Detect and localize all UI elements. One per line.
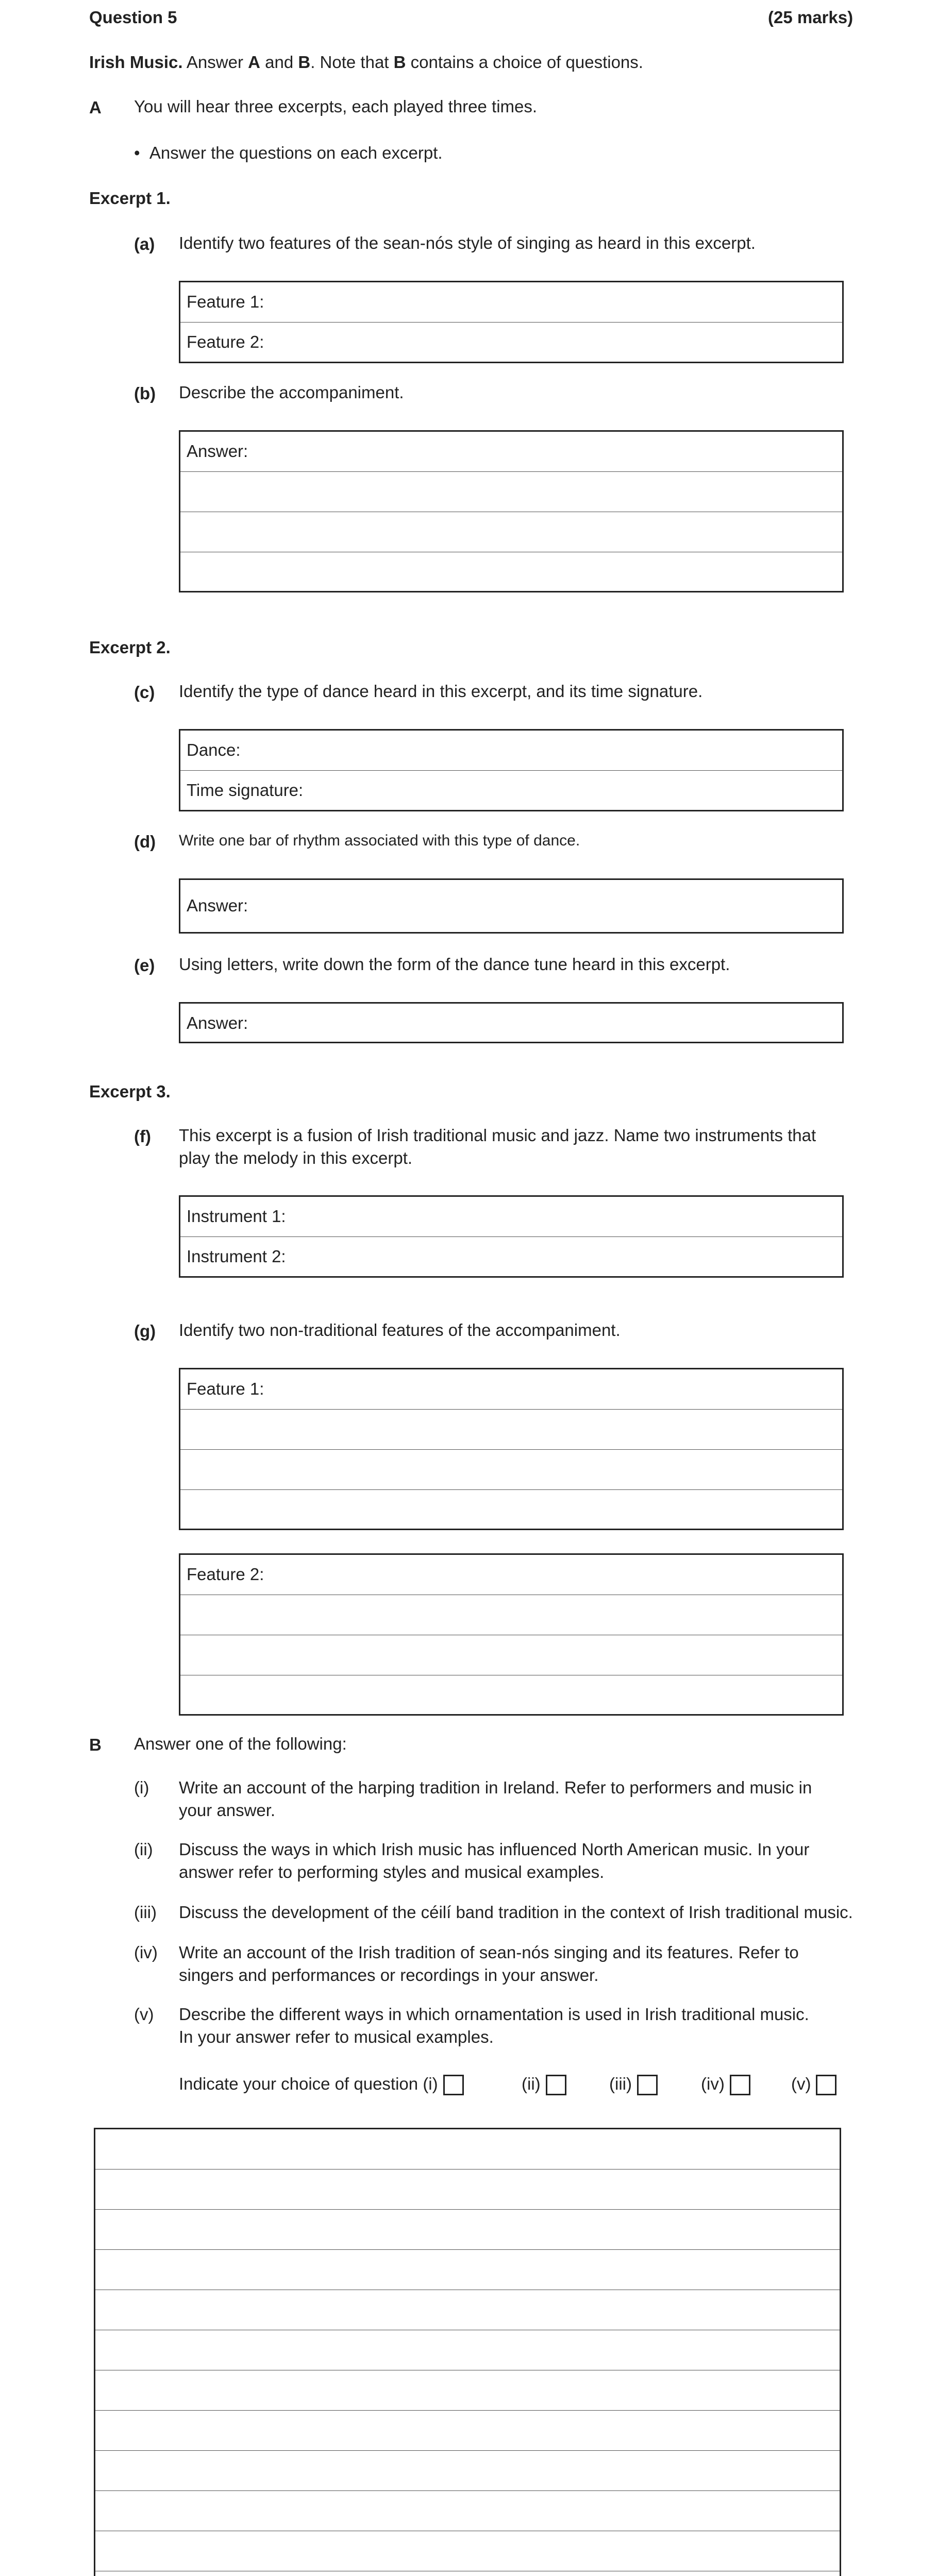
- answer-row[interactable]: Feature 2:: [187, 332, 264, 351]
- answer-line[interactable]: [95, 2290, 840, 2330]
- choice-option-iii: (iii): [609, 2073, 658, 2095]
- option-text-line2: singers and performances or recordings in your answer.: [179, 1965, 599, 1985]
- option-number: (iii): [134, 1903, 157, 1922]
- excerpt-2-title: Excerpt 2.: [89, 638, 171, 657]
- option-text-line2: your answer.: [179, 1801, 276, 1820]
- choice-option-ii: (ii): [522, 2073, 566, 2095]
- q-b-answer-box[interactable]: [179, 430, 844, 592]
- answer-row[interactable]: [180, 1450, 842, 1490]
- answer-row[interactable]: [180, 552, 842, 592]
- answer-line[interactable]: [95, 2129, 840, 2170]
- q-c-label: (c): [134, 683, 155, 702]
- answer-line[interactable]: [95, 2370, 840, 2411]
- q-d-text: Write one bar of rhythm associated with this type of dance.: [179, 832, 580, 849]
- option-text-line2: In your answer refer to musical examples.: [179, 2027, 494, 2046]
- section-b-text: Answer one of the following:: [134, 1734, 347, 1753]
- choice-checkbox-iv[interactable]: [730, 2075, 750, 2095]
- answer-row[interactable]: Time signature:: [187, 781, 304, 800]
- q-g-label: (g): [134, 1321, 156, 1341]
- intro-text: Irish Music. Answer A and B. Note that B contains a choice of questions.: [89, 53, 643, 72]
- choice-checkbox-i[interactable]: [443, 2075, 464, 2095]
- answer-row[interactable]: Answer:: [187, 1013, 248, 1032]
- q-e-text: Using letters, write down the form of the dance tune heard in this excerpt.: [179, 955, 730, 974]
- q-f-text-line2: play the melody in this excerpt.: [179, 1148, 413, 1167]
- q-g-answer-box-1[interactable]: [179, 1368, 844, 1530]
- section-a-bullet: • Answer the questions on each excerpt.: [134, 143, 443, 162]
- section-b-label: B: [89, 1735, 102, 1754]
- q-g-text: Identify two non-traditional features of the accompaniment.: [179, 1320, 621, 1340]
- question-title: Question 5: [89, 8, 177, 27]
- q-a-text: Identify two features of the sean-nós style of singing as heard in this excerpt.: [179, 233, 756, 252]
- answer-row[interactable]: Dance:: [180, 731, 842, 771]
- answer-line[interactable]: [95, 2330, 840, 2370]
- section-a-label: A: [89, 98, 102, 117]
- section-b-answer-box[interactable]: [94, 2128, 841, 2576]
- excerpt-3-title: Excerpt 3.: [89, 1082, 171, 1101]
- answer-row[interactable]: Feature 1:: [180, 282, 842, 323]
- q-c-answer-box[interactable]: [179, 729, 844, 811]
- q-d-answer-box[interactable]: [179, 878, 844, 934]
- section-a-text: You will hear three excerpts, each played three times.: [134, 97, 538, 116]
- answer-row[interactable]: [180, 1675, 842, 1716]
- option-number: (iv): [134, 1943, 158, 1962]
- choice-option-iv: (iv): [701, 2073, 750, 2095]
- choice-checkbox-v[interactable]: [816, 2075, 836, 2095]
- q-f-label: (f): [134, 1127, 151, 1146]
- q-c-text: Identify the type of dance heard in this excerpt, and its time signature.: [179, 682, 703, 701]
- q-a-label: (a): [134, 234, 155, 253]
- choice-checkbox-iii[interactable]: [637, 2075, 658, 2095]
- answer-row[interactable]: [180, 472, 842, 512]
- answer-line[interactable]: [95, 2250, 840, 2290]
- option-number: (i): [134, 1778, 149, 1797]
- option-text-line2: answer refer to performing styles and musical examples.: [179, 1862, 605, 1882]
- answer-row[interactable]: Feature 1:: [180, 1369, 842, 1410]
- answer-row[interactable]: Answer:: [187, 896, 248, 915]
- option-text-line1: Describe the different ways in which ornamentation is used in Irish traditional music.: [179, 2005, 809, 2024]
- q-a-answer-box[interactable]: [179, 281, 844, 363]
- option-text-line1: Discuss the development of the céilí band tradition in the context of Irish traditional music.: [179, 1903, 853, 1922]
- excerpt-1-title: Excerpt 1.: [89, 189, 171, 208]
- answer-line[interactable]: [95, 2491, 840, 2531]
- q-f-answer-box[interactable]: [179, 1195, 844, 1278]
- answer-line[interactable]: [95, 2411, 840, 2451]
- q-b-text: Describe the accompaniment.: [179, 383, 404, 402]
- answer-row[interactable]: [180, 1595, 842, 1635]
- option-text-line1: Discuss the ways in which Irish music has influenced North American music. In your: [179, 1840, 810, 1859]
- q-f-text-line1: This excerpt is a fusion of Irish traditional music and jazz. Name two instruments that: [179, 1126, 816, 1145]
- q-b-label: (b): [134, 384, 156, 403]
- choice-option-v: (v): [791, 2073, 836, 2095]
- answer-row[interactable]: Instrument 2:: [187, 1247, 286, 1266]
- choice-prompt: Indicate your choice of question (i): [179, 2073, 464, 2095]
- answer-line[interactable]: [95, 2210, 840, 2250]
- option-text-line1: Write an account of the Irish tradition of sean-nós singing and its features. Refer to: [179, 1943, 799, 1962]
- answer-row[interactable]: [180, 1490, 842, 1530]
- q-d-label: (d): [134, 832, 156, 851]
- option-number: (v): [134, 2005, 154, 2024]
- answer-line[interactable]: [95, 2451, 840, 2491]
- q-e-answer-box[interactable]: [179, 1002, 844, 1043]
- answer-row[interactable]: Instrument 1:: [180, 1197, 842, 1237]
- answer-line[interactable]: [95, 2170, 840, 2210]
- answer-row[interactable]: Answer:: [180, 432, 842, 472]
- answer-row[interactable]: [180, 1635, 842, 1675]
- answer-row[interactable]: [180, 1410, 842, 1450]
- answer-row[interactable]: [180, 512, 842, 552]
- q-e-label: (e): [134, 956, 155, 975]
- answer-line[interactable]: [95, 2571, 840, 2576]
- option-number: (ii): [134, 1840, 153, 1859]
- answer-line[interactable]: [95, 2531, 840, 2571]
- answer-row[interactable]: Feature 2:: [180, 1555, 842, 1595]
- option-text-line1: Write an account of the harping tradition in Ireland. Refer to performers and music in: [179, 1778, 812, 1797]
- marks-label: (25 marks): [768, 8, 854, 27]
- q-g-answer-box-2[interactable]: [179, 1553, 844, 1716]
- choice-checkbox-ii[interactable]: [546, 2075, 566, 2095]
